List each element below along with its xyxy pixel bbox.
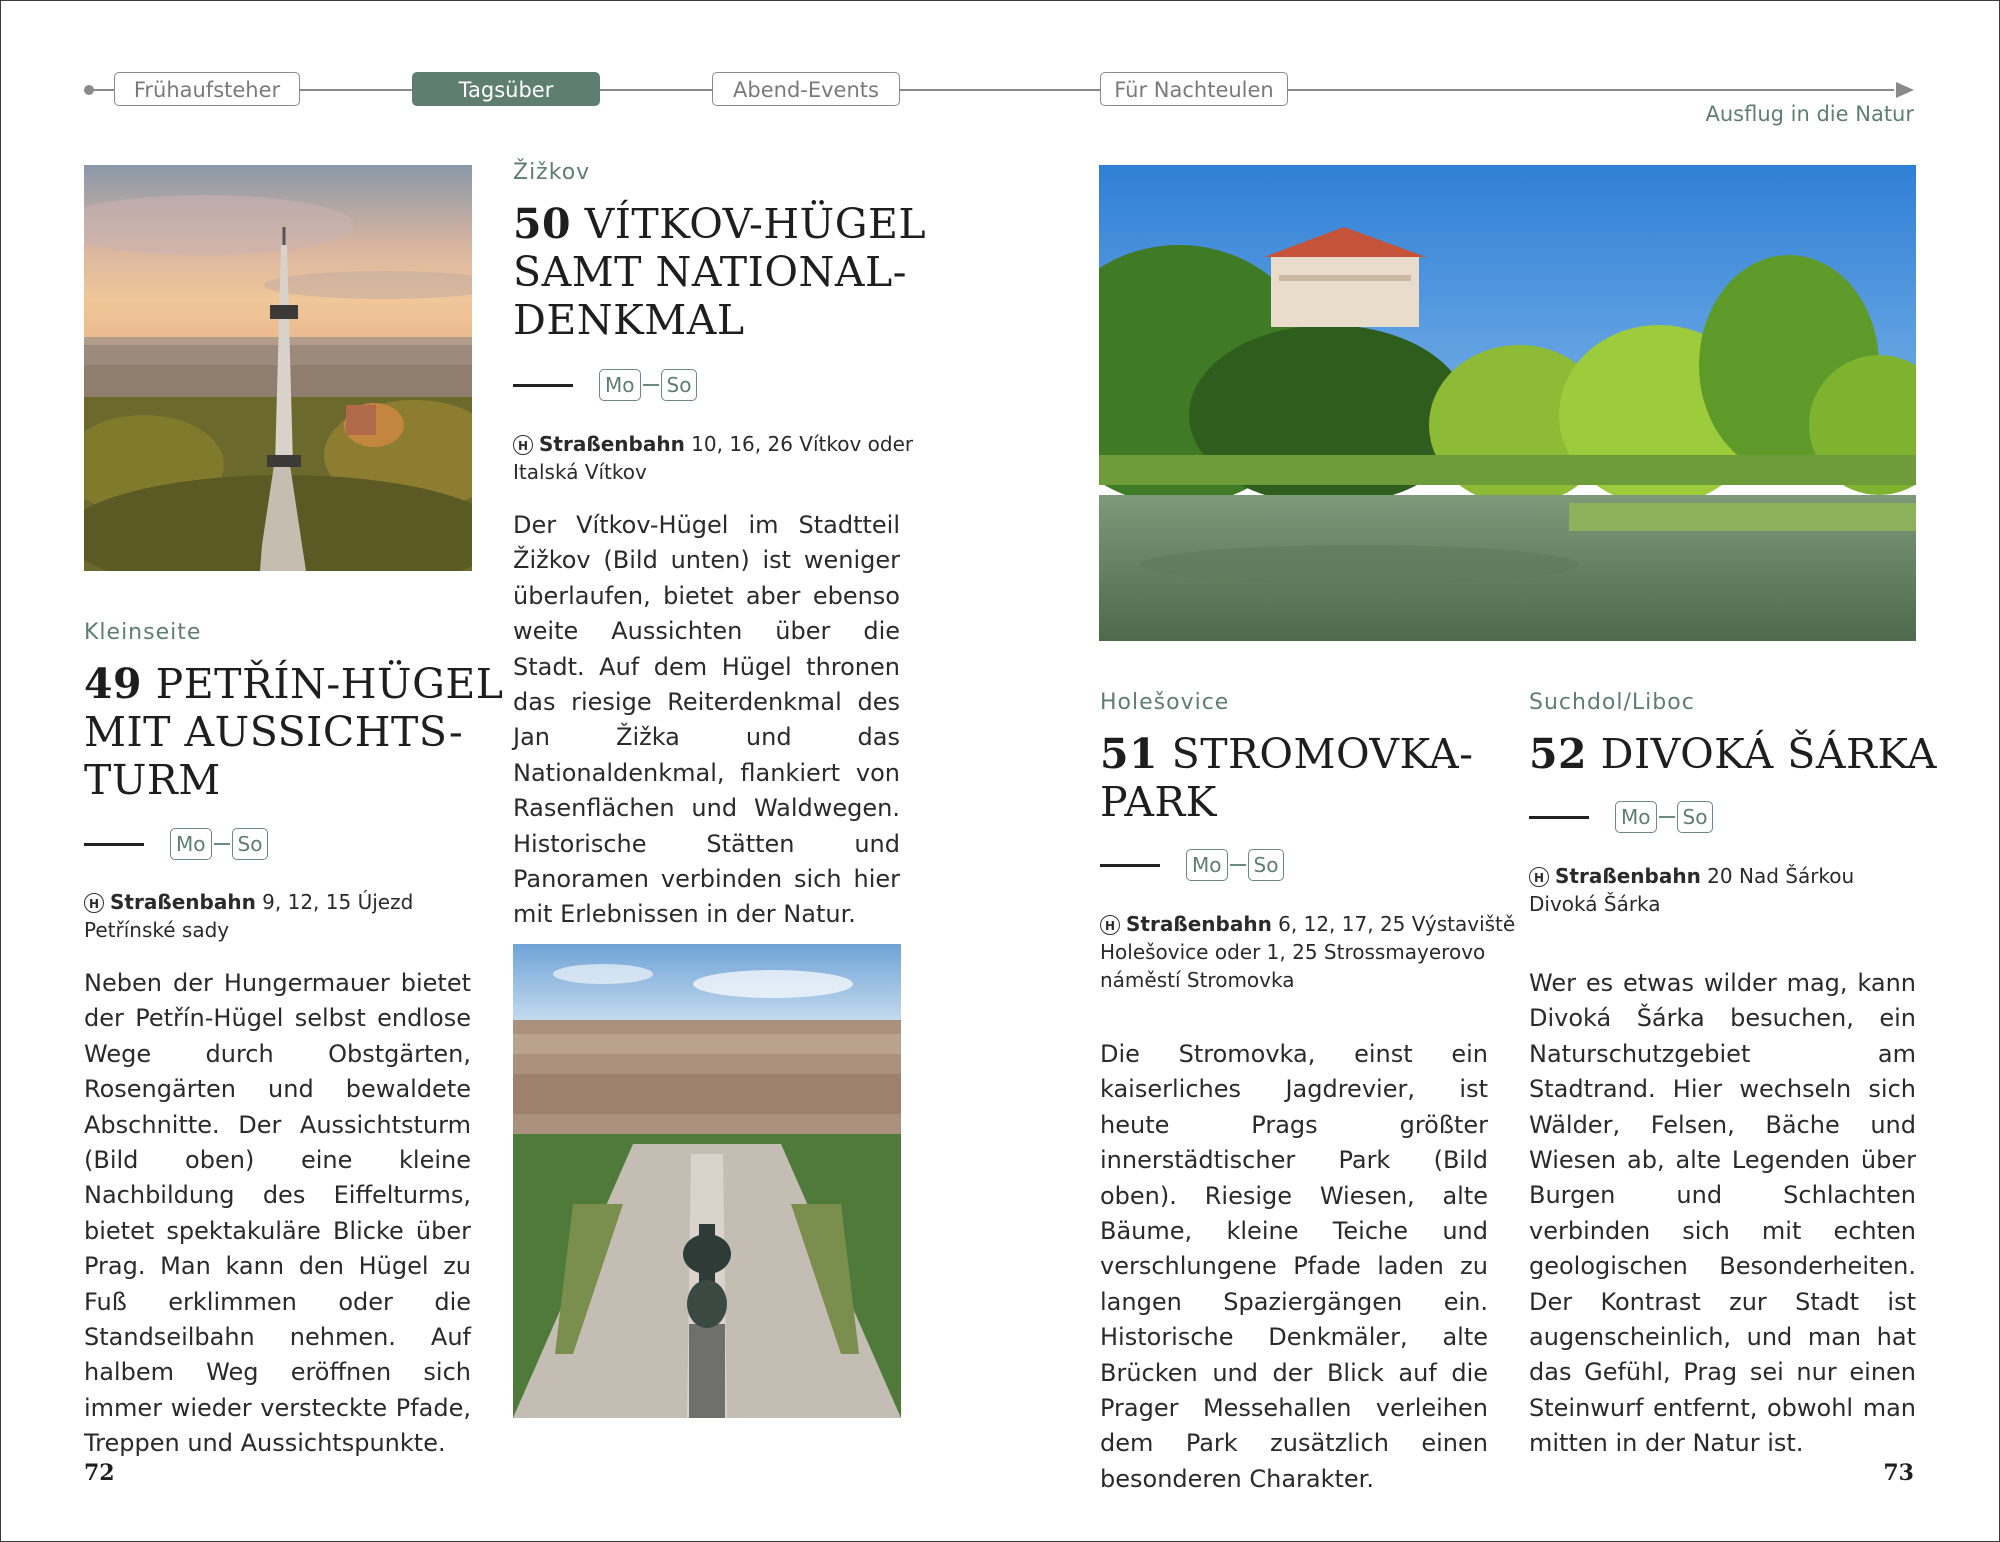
tab-abend-events[interactable]: Abend-Events — [712, 72, 900, 106]
vitkov-monument-photo — [513, 944, 901, 1418]
transit-line: 6, 12, 17, 25 Výstaviště — [1278, 912, 1516, 936]
transit-line: Italská Vítkov — [513, 460, 647, 484]
district-label: Kleinseite — [84, 620, 202, 645]
transit-info — [1529, 862, 1854, 918]
transit-line: Holešovice oder 1, 25 Strossmayerovo — [1100, 940, 1486, 964]
day-range-dash — [1659, 816, 1675, 818]
entry-body: Wer es etwas wilder mag, kann Divoká Šárka besuchen, ein Naturschutzgebiet am Stadtrand. Hier wechseln sich Wälder, Felsen, Bäche und Wiesen ab, alte Legenden über Burgen und Schlachten verbinden sich mit echten geologischen Besonderheiten. Der Kontrast zur Stadt ist augenscheinlich, und man hat das Gefühl, Prag sei nur einen Steinwurf entfernt, obwohl man mitten in der Natur ist. — [1529, 969, 1916, 1458]
divider-rule — [84, 843, 144, 846]
transit-line: 9, 12, 15 Újezd — [262, 890, 414, 914]
tram-stop-icon: H — [1529, 867, 1549, 887]
day-range-dash — [643, 384, 659, 386]
stromovka-park-photo — [1099, 165, 1916, 641]
entry-title — [1100, 730, 1473, 826]
entry-title — [1529, 730, 1937, 778]
tab-fruehaufsteher[interactable]: Frühaufsteher — [114, 72, 300, 106]
title-line: DENKMAL — [513, 296, 745, 344]
opening-days — [1100, 848, 1284, 882]
entry-number: 49 — [84, 660, 143, 708]
tram-stop-icon: H — [513, 435, 533, 455]
tram-stop-icon: H — [84, 893, 104, 913]
timeline-start-dot — [84, 85, 94, 95]
day-from-badge: Mo — [1615, 801, 1657, 833]
entry-number: 51 — [1100, 730, 1159, 778]
transit-line: Petřínské sady — [84, 918, 230, 942]
tram-stop-icon: H — [1100, 915, 1120, 935]
petrin-tower-photo — [84, 165, 472, 571]
entry-number: 52 — [1529, 730, 1588, 778]
opening-days — [84, 827, 268, 861]
timeline-line — [84, 89, 1894, 91]
entry-body: Der Vítkov-Hügel im Stadtteil Žižkov (Bild unten) ist weniger überlaufen, bietet aber ebenso weite Aussichten über die Stadt. Auf dem Hügel thronen das riesige Reiterdenkmal des Jan Žižka und das Nationaldenkmal, flankiert von Rasenflächen und Waldwegen. Historische Stätten und Panoramen verbinden sich hier mit Erlebnissen in der Natur. — [513, 511, 900, 929]
page-number-left: 72 — [84, 1460, 115, 1486]
transit-line: náměstí Stromovka — [1100, 968, 1295, 992]
title-line: DIVOKÁ ŠÁRKA — [1600, 730, 1937, 778]
entry-body: Neben der Hungermauer bietet der Petřín-Hügel selbst endlose Wege durch Obstgärten, Rosengärten und bewaldete Abschnitte. Der Aussichtsturm (Bild oben) eine kleine Nachbildung des Eiffelturms, bietet spektakuläre Blicke über Prag. Man kann den Hügel zu Fuß erklimmen oder die Standseilbahn nehmen. Auf halbem Weg eröffnen sich immer wieder versteckte Pfade, Treppen und Aussichtspunkte. — [84, 969, 471, 1458]
transit-line: 20 Nad Šárkou — [1707, 864, 1855, 888]
tab-fuer-nachteulen[interactable]: Für Nachteulen — [1100, 72, 1288, 106]
title-line: TURM — [84, 756, 221, 804]
timeline-extra-label: Ausflug in die Natur — [1705, 102, 1914, 126]
day-from-badge: Mo — [170, 828, 212, 860]
opening-days — [1529, 800, 1713, 834]
time-of-day-timeline — [84, 70, 1918, 110]
transit-mode: Straßenbahn — [1126, 912, 1272, 936]
transit-info — [1100, 910, 1515, 994]
day-from-badge: Mo — [1186, 849, 1228, 881]
title-line: SAMT NATIONAL- — [513, 248, 908, 296]
entry-title — [513, 200, 926, 344]
transit-mode: Straßenbahn — [539, 432, 685, 456]
transit-mode: Straßenbahn — [110, 890, 256, 914]
district-label: Žižkov — [513, 160, 591, 185]
tab-tagsueber[interactable]: Tagsüber — [412, 72, 600, 106]
day-to-badge: So — [1677, 801, 1714, 833]
day-from-badge: Mo — [599, 369, 641, 401]
transit-line: Divoká Šárka — [1529, 892, 1661, 916]
district-label: Holešovice — [1100, 690, 1230, 715]
district-label: Suchdol/Liboc — [1529, 690, 1695, 715]
title-line: MIT AUSSICHTS- — [84, 708, 464, 756]
day-range-dash — [1230, 864, 1246, 866]
opening-days — [513, 368, 697, 402]
divider-rule — [513, 384, 573, 387]
divider-rule — [1100, 864, 1160, 867]
entry-number: 50 — [513, 200, 572, 248]
transit-mode: Straßenbahn — [1555, 864, 1701, 888]
entry-title — [84, 660, 503, 804]
title-line: PETŘÍN-HÜGEL — [155, 660, 504, 708]
transit-line: 10, 16, 26 Vítkov oder — [691, 432, 914, 456]
day-range-dash — [214, 843, 230, 845]
transit-info — [84, 888, 413, 944]
title-line: STROMOVKA- — [1171, 730, 1474, 778]
page-number-right: 73 — [1883, 1460, 1914, 1486]
day-to-badge: So — [232, 828, 269, 860]
divider-rule — [1529, 816, 1589, 819]
day-to-badge: So — [1248, 849, 1285, 881]
entry-body: Die Stromovka, einst ein kaiserliches Jagdrevier, ist heute Prags größter innerstädtischer Park (Bild oben). Riesige Wiesen, alte Bäume, kleine Teiche und verschlungene Pfade laden zu langen Spaziergängen ein. Historische Denkmäler, alte Brücken und der Blick auf die Prager Messehallen verleihen dem Park zusätzlich einen besonderen Charakter. — [1100, 1040, 1488, 1493]
title-line: PARK — [1100, 778, 1217, 826]
timeline-arrow-icon — [1896, 82, 1914, 98]
title-line: VÍTKOV-HÜGEL — [584, 200, 927, 248]
day-to-badge: So — [661, 369, 698, 401]
transit-info — [513, 430, 913, 486]
